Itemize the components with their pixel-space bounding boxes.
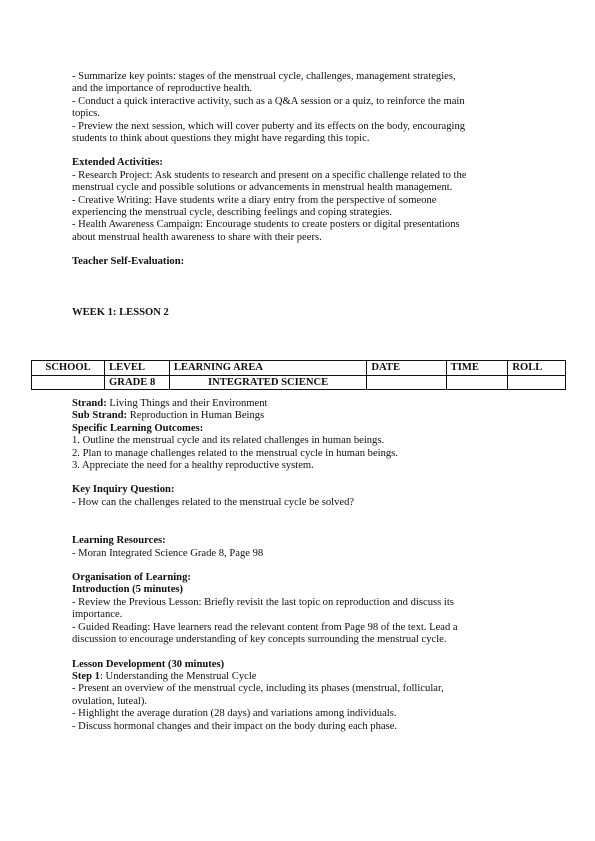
cell-time	[446, 375, 508, 390]
outcomes-heading: Specific Learning Outcomes:	[72, 422, 204, 434]
extended-line: menstrual cycle and possible solutions or advancements in menstrual health management.	[72, 182, 453, 194]
self-evaluation-heading: Teacher Self-Evaluation:	[72, 256, 185, 268]
outcome-item: 3. Appreciate the need for a healthy reproductive system.	[72, 460, 314, 472]
step-label: Step 1	[72, 670, 100, 682]
cell-learning-area: INTEGRATED SCIENCE	[169, 375, 367, 390]
outcome-item: 2. Plan to manage challenges related to the menstrual cycle in human beings.	[72, 447, 398, 459]
summary-line: students to think about questions they might have regarding this topic.	[72, 133, 370, 145]
cell-school	[32, 375, 105, 390]
summary-line: - Conduct a quick interactive activity, such as a Q&A session or a quiz, to reinforce the main	[72, 95, 465, 107]
sub-strand-label: Sub Strand:	[72, 410, 128, 422]
inquiry-text: - How can the challenges related to the menstrual cycle be solved?	[72, 496, 355, 508]
inquiry-heading: Key Inquiry Question:	[72, 484, 175, 496]
summary-line: topics.	[72, 108, 100, 120]
header-date: DATE	[367, 361, 446, 376]
strand-line	[72, 398, 542, 410]
development-heading: Lesson Development (30 minutes)	[72, 658, 225, 670]
header-time: TIME	[446, 361, 508, 376]
development-line: - Present an overview of the menstrual cycle, including its phases (menstrual, follicular,	[72, 683, 444, 695]
development-line: - Highlight the average duration (28 days) and variations among individuals.	[72, 708, 397, 720]
extended-line: about menstrual health awareness to share with their peers.	[72, 231, 322, 243]
intro-line: - Review the Previous Lesson: Briefly revisit the last topic on reproduction and discuss its	[72, 596, 454, 608]
upper-section	[72, 71, 532, 319]
table-header-row	[32, 361, 566, 376]
sub-strand-value: Reproduction in Human Beings	[127, 410, 265, 422]
strand-value: Living Things and their Environment	[106, 398, 268, 409]
cell-level: GRADE 8	[105, 375, 170, 390]
intro-line: discussion to encourage understanding of key concepts surrounding the menstrual cycle.	[72, 634, 447, 646]
strand-label: Strand:	[72, 398, 107, 409]
outcome-item: 1. Outline the menstrual cycle and its related challenges in human beings.	[72, 435, 385, 447]
extended-line: - Creative Writing: Have students write a diary entry from the perspective of someone	[72, 194, 437, 206]
introduction-heading: Introduction (5 minutes)	[72, 584, 184, 596]
intro-line: importance.	[72, 609, 123, 621]
development-line: - Discuss hormonal changes and their impact on the body during each phase.	[72, 720, 398, 732]
step-text: : Understanding the Menstrual Cycle	[99, 670, 257, 682]
extended-line: - Health Awareness Campaign: Encourage students to create posters or digital presentations	[72, 219, 460, 231]
summary-block	[72, 71, 532, 145]
table-row	[32, 375, 566, 390]
sub-strand-line	[72, 410, 542, 422]
development-line: ovulation, luteal).	[72, 695, 148, 707]
header-level: LEVEL	[105, 361, 170, 376]
organisation-heading: Organisation of Learning:	[72, 572, 191, 584]
extended-line: - Research Project: Ask students to research and present on a specific challenge related to the	[72, 169, 467, 181]
lesson-info-table	[31, 360, 566, 390]
summary-line: - Summarize key points: stages of the menstrual cycle, challenges, management strategies,	[72, 71, 456, 82]
step-line	[72, 671, 542, 683]
lower-section	[72, 398, 542, 733]
intro-line: - Guided Reading: Have learners read the relevant content from Page 98 of the text. Lead a	[72, 621, 458, 633]
header-learning-area: LEARNING AREA	[169, 361, 367, 376]
extended-activities	[72, 157, 532, 244]
summary-line: - Preview the next session, which will cover puberty and its effects on the body, encouraging	[72, 120, 466, 132]
resources-text: - Moran Integrated Science Grade 8, Page 98	[72, 547, 264, 559]
cell-roll	[508, 375, 566, 390]
header-school: SCHOOL	[32, 361, 105, 376]
extended-line: experiencing the menstrual cycle, describing feelings and coping strategies.	[72, 207, 393, 219]
cell-date	[367, 375, 446, 390]
week-heading: WEEK 1: LESSON 2	[72, 306, 169, 318]
header-roll: ROLL	[508, 361, 566, 376]
resources-heading: Learning Resources:	[72, 535, 166, 547]
extended-heading: Extended Activities:	[72, 157, 163, 169]
summary-line: and the importance of reproductive health.	[72, 83, 253, 95]
